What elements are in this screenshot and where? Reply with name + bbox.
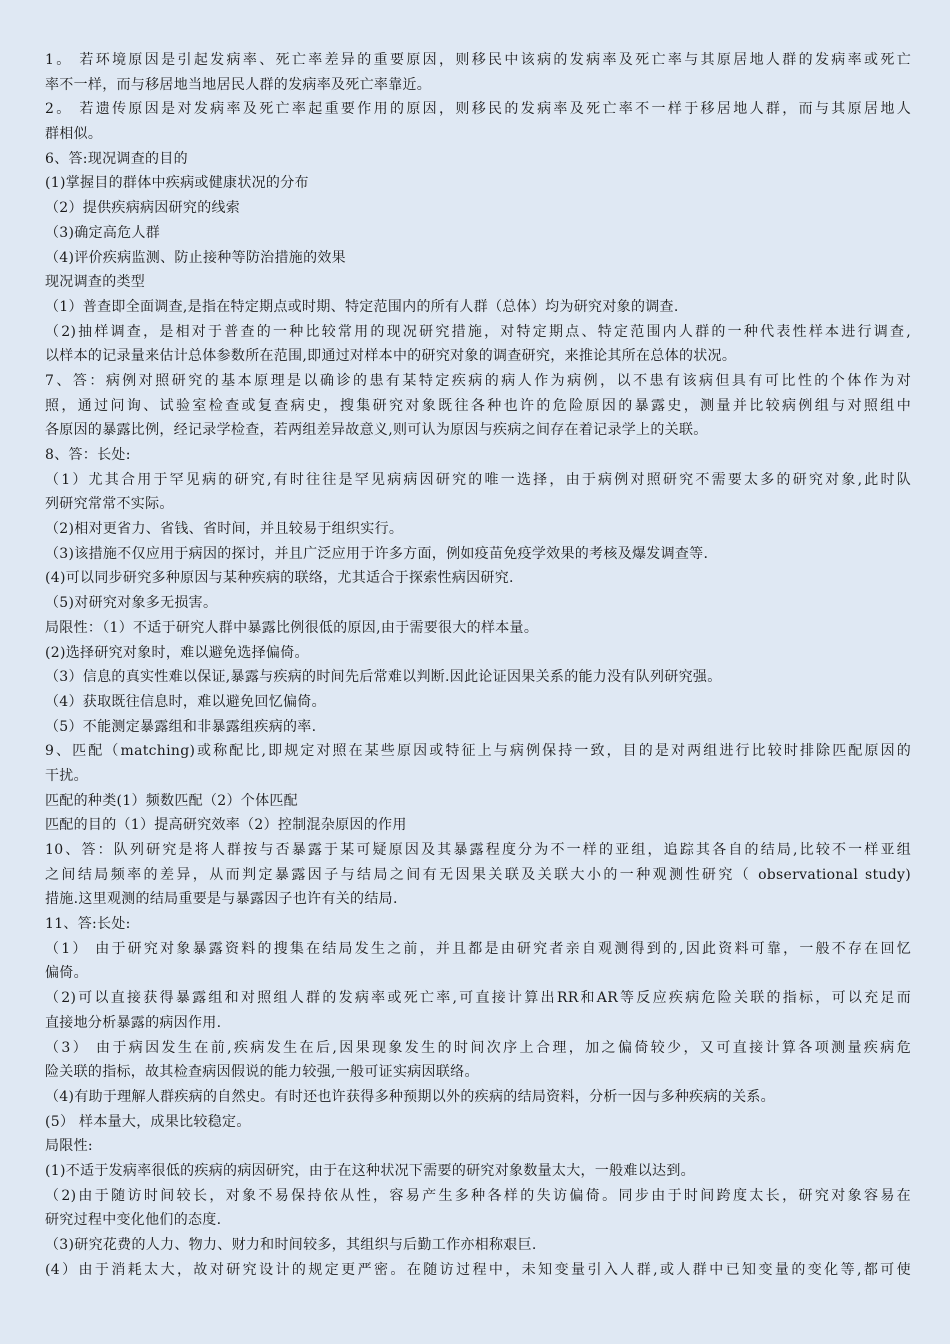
text-line: 匹配的种类(1）频数匹配（2）个体匹配 <box>45 792 298 809</box>
document-page <box>45 48 911 1282</box>
text-line: 9、匹配（matching)或称配比,即规定对照在某些原因或特征上与病例保持一致，目的是对两组进行比较时排除匹配原因的 <box>45 743 911 760</box>
text-line: 险关联的指标，故其检查病因假说的能力较强,一般可证实病因联络。 <box>45 1064 479 1081</box>
text-line: （2)抽样调查，是相对于普查的一种比较常用的现况研究措施，对特定期点、特定范围内人群的一种代表性样本进行调查, <box>45 323 911 340</box>
text-line: （2)可以直接获得暴露组和对照组人群的发病率或死亡率,可直接计算出RR和AR等反应疾病危险关联的指标，可以充足而 <box>45 990 911 1007</box>
text-line: 2。 若遗传原因是对发病率及死亡率起重要作用的原因，则移民的发病率及死亡率不一样于移居地人群，而与其原居地人 <box>45 101 911 118</box>
text-line: 直接地分析暴露的病因作用. <box>45 1014 222 1031</box>
text-line: （2）提供疾病病因研究的线索 <box>45 200 241 217</box>
text-line: 措施.这里观测的结局重要是与暴露因子也许有关的结局. <box>45 891 398 908</box>
text-line: （2)相对更省力、省钱、省时间，并且较易于组织实行。 <box>45 521 404 538</box>
text-line: 现况调查的类型 <box>45 274 146 291</box>
text-line: (5） 样本量大，成果比较稳定。 <box>45 1113 251 1130</box>
text-line: 率不一样，而与移居地当地居民人群的发病率及死亡率靠近。 <box>45 76 432 93</box>
text-line: （3)研究花费的人力、物力、财力和时间较多，其组织与后勤工作亦相称艰巨. <box>45 1237 537 1253</box>
text-line: 照，通过问询、试验室检查或复查病史，搜集研究对象既往各种也许的危险原因的暴露史，测量并比较病例组与对照组中 <box>45 397 911 414</box>
text-line: (4)可以同步研究多种原因与某种疾病的联络，尤其适合于探索性病因研究. <box>45 570 514 587</box>
text-line: （4）获取既往信息时，难以避免回忆偏倚。 <box>45 693 326 710</box>
text-line: 匹配的目的（1）提高研究效率（2）控制混杂原因的作用 <box>45 817 407 834</box>
text-line: 各原因的暴露比例，经记录学检查，若两组差异故意义,则可认为原因与疾病之间存在着记录学上的关联。 <box>45 422 708 439</box>
text-line: (1)不适于发病率很低的疾病的病因研究，由于在这种状况下需要的研究对象数量太大，一般难以达到。 <box>45 1162 695 1179</box>
text-line: （3） 由于病因发生在前,疾病发生在后,因果现象发生的时间次序上合理，加之偏倚较少，又可直接计算各项测量疾病危 <box>45 1039 911 1056</box>
text-line: 11、答:长处: <box>45 916 131 933</box>
text-line: （4)有助于理解人群疾病的自然史。有时还也许获得多种预期以外的疾病的结局资料，分析一因与多种疾病的关系。 <box>45 1088 775 1105</box>
text-line: (1)掌握目的群体中疾病或健康状况的分布 <box>45 175 309 192</box>
text-line: 10、答：队列研究是将人群按与否暴露于某可疑原因及其暴露程度分为不一样的亚组，追踪其各自的结局,比较不一样亚组 <box>45 842 911 858</box>
text-line: 列研究常常不实际。 <box>45 496 174 513</box>
text-line: （5）不能测定暴露组和非暴露组疾病的率. <box>45 718 317 735</box>
text-line: 干扰。 <box>45 767 88 784</box>
text-line: （3）信息的真实性难以保证,暴露与疾病的时间先后常难以判断.因此论证因果关系的能力没有队列研究强。 <box>45 669 722 686</box>
text-line: 以样本的记录量来估计总体参数所在范围,即通过对样本中的研究对象的调查研究，来推论其所在总体的状况。 <box>45 348 737 365</box>
text-line: （1） 由于研究对象暴露资料的搜集在结局发生之前，并且都是由研究者亲自观测得到的,因此资料可靠，一般不存在回忆 <box>45 940 911 957</box>
text-line: （1）尤其合用于罕见病的研究,有时往往是罕见病病因研究的唯一选择，由于病例对照研究不需要太多的研究对象,此时队 <box>45 471 911 488</box>
text-line: （3)该措施不仅应用于病因的探讨，并且广泛应用于许多方面，例如疫苗免疫学效果的考核及爆发调查等. <box>45 545 709 562</box>
text-line: 局限性: <box>45 1138 93 1155</box>
text-line: (2)选择研究对象时，难以避免选择偏倚。 <box>45 644 309 661</box>
text-line: 1。 若环境原因是引起发病率、死亡率差异的重要原因，则移民中该病的发病率及死亡率与其原居地人群的发病率或死亡 <box>45 52 911 68</box>
text-line: 研究过程中变化他们的态度. <box>45 1212 222 1229</box>
text-line: 偏倚。 <box>45 965 88 982</box>
text-line: （4)评价疾病监测、防止接种等防治措施的效果 <box>45 249 346 266</box>
text-line: （3)确定高危人群 <box>45 224 161 241</box>
text-line: 8、答：长处: <box>45 447 131 463</box>
text-line: （2)由于随访时间较长，对象不易保持依从性，容易产生多种各样的失访偏倚。同步由于时间跨度太长，研究对象容易在 <box>45 1187 911 1204</box>
text-line: 之间结局频率的差异，从而判定暴露因子与结局之间有无因果关联及关联大小的一种观测性研究（ observational study) <box>45 866 911 883</box>
text-line: 局限性：（1）不适于研究人群中暴露比例很低的原因,由于需要很大的样本量。 <box>45 619 539 636</box>
text-line: （1）普查即全面调查,是指在特定期点或时期、特定范围内的所有人群（总体）均为研究对象的调查. <box>45 298 679 315</box>
text-line: 群相似。 <box>45 126 103 143</box>
text-line: 7、答：病例对照研究的基本原理是以确诊的患有某特定疾病的病人作为病例，以不患有该病但具有可比性的个体作为对 <box>45 372 911 389</box>
text-line: 6、答:现况调查的目的 <box>45 150 188 167</box>
text-line: （5)对研究对象多无损害。 <box>45 595 218 612</box>
text-line: (4）由于消耗太大，故对研究设计的规定更严密。在随访过程中，未知变量引入人群,或人群中已知变量的变化等,都可使 <box>45 1261 911 1278</box>
